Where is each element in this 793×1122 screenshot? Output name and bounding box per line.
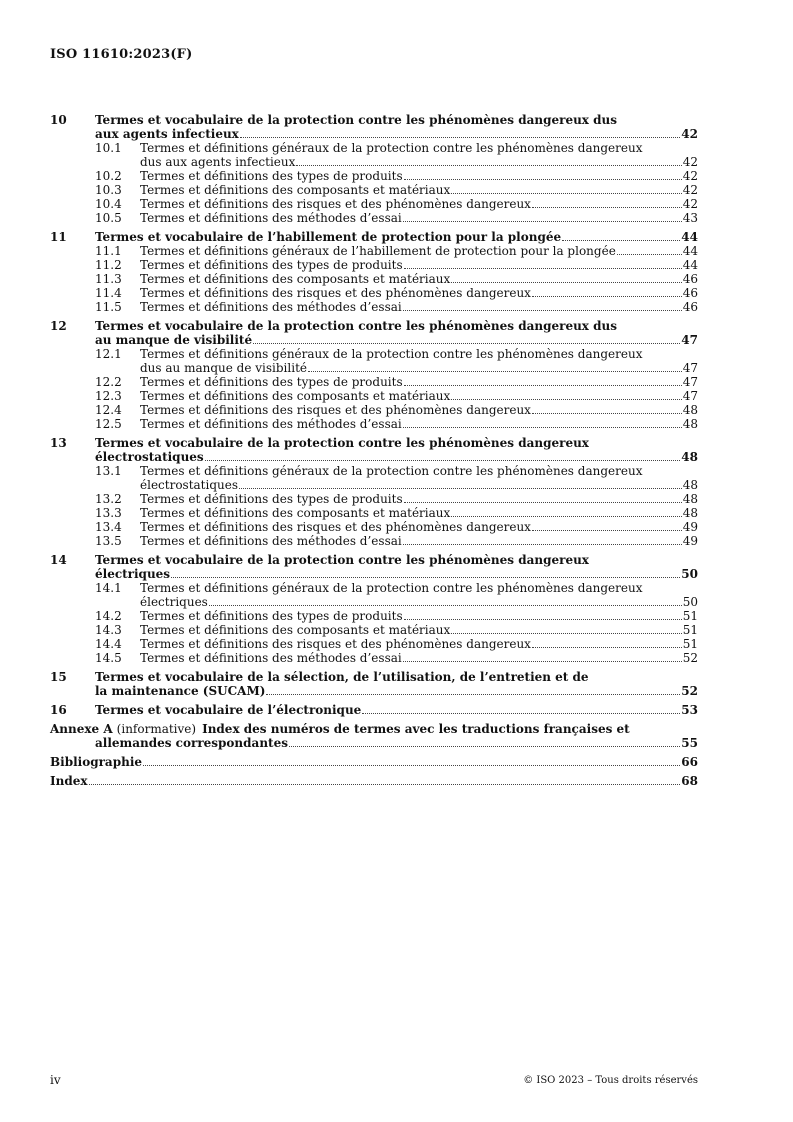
page-number: 42 — [682, 197, 698, 211]
subsection-title: Termes et définitions des méthodes d’essai — [140, 211, 402, 225]
toc-entry-14-3[interactable] — [50, 623, 698, 637]
page-number: 49 — [682, 520, 698, 534]
toc-section-15 — [50, 670, 698, 698]
subsection-number: 11.1 — [95, 244, 122, 258]
page-number: 52 — [681, 684, 698, 698]
leader-dots — [451, 281, 681, 283]
leader-dots — [532, 206, 682, 208]
footer-page-number: iv — [50, 1073, 61, 1087]
page-number: 48 — [681, 450, 698, 464]
leader-dots — [404, 501, 682, 503]
leader-dots — [143, 764, 680, 766]
subsection-title: Termes et définitions généraux de la protection contre les phénomènes dangereux — [140, 141, 643, 155]
footer-copyright: © ISO 2023 – Tous droits réservés — [523, 1075, 698, 1086]
section-title: Termes et vocabulaire de la protection contre les phénomènes dangereux dus — [95, 319, 617, 333]
subsection-title: Termes et définitions des risques et des phénomènes dangereux — [140, 637, 531, 651]
subsection-title: Termes et définitions des risques et des phénomènes dangereux — [140, 286, 531, 300]
subsection-title: Termes et définitions des types de produits — [140, 258, 403, 272]
subsection-number: 10.5 — [95, 211, 122, 225]
toc-entry-annex-a[interactable] — [50, 722, 698, 736]
section-title: Termes et vocabulaire de la protection contre les phénomènes dangereux — [95, 553, 589, 567]
annex-label: Annexe A — [50, 722, 113, 736]
section-title-cont: la maintenance (SUCAM) — [95, 684, 266, 698]
subsection-number: 14.3 — [95, 623, 122, 637]
subsection-title-cont: électrostatiques — [140, 478, 239, 492]
toc-entry-10[interactable] — [50, 113, 698, 127]
subsection-title: Termes et définitions des risques et des phénomènes dangereux — [140, 197, 531, 211]
section-number: 16 — [50, 703, 67, 717]
toc-entry-11-3[interactable] — [50, 272, 698, 286]
page-number: 68 — [681, 774, 698, 788]
leader-dots — [532, 295, 682, 297]
subsection-number: 13.4 — [95, 520, 122, 534]
toc-entry-10-3[interactable] — [50, 183, 698, 197]
leader-dots — [451, 515, 681, 517]
toc-entry-11[interactable] — [50, 230, 698, 244]
leader-dots — [89, 783, 681, 785]
subsection-number: 13.1 — [95, 464, 122, 478]
page-number: 49 — [682, 534, 698, 548]
subsection-number: 12.3 — [95, 389, 122, 403]
page-number: 47 — [682, 361, 698, 375]
leader-dots — [205, 459, 681, 461]
toc-entry-11-5[interactable] — [50, 300, 698, 314]
section-number: 12 — [50, 319, 67, 333]
toc-entry-12-5[interactable] — [50, 417, 698, 431]
toc-section-13 — [50, 436, 698, 548]
leader-dots — [209, 604, 682, 606]
toc-section-14 — [50, 553, 698, 665]
subsection-title: Termes et définitions des types de produits — [140, 609, 403, 623]
page-number: 48 — [682, 478, 698, 492]
subsection-title: Termes et définitions des risques et des phénomènes dangereux — [140, 403, 531, 417]
page-number: 44 — [681, 230, 698, 244]
leader-dots — [404, 178, 682, 180]
toc-entry-14[interactable] — [50, 553, 698, 567]
leader-dots — [240, 136, 680, 138]
toc-entry-13[interactable] — [50, 436, 698, 450]
subsection-number: 14.4 — [95, 637, 122, 651]
leader-dots — [562, 239, 680, 241]
subsection-title: Termes et définitions des composants et matériaux — [140, 389, 451, 403]
section-title: Termes et vocabulaire de la sélection, de l’utilisation, de l’entretien et de — [95, 670, 589, 684]
toc-entry-13-3[interactable] — [50, 506, 698, 520]
page-number: 44 — [682, 258, 698, 272]
subsection-title: Termes et définitions généraux de la protection contre les phénomènes dangereux — [140, 581, 643, 595]
toc-entry-16[interactable] — [50, 703, 698, 717]
section-title-cont: électrostatiques — [95, 450, 204, 464]
leader-dots — [403, 660, 682, 662]
page-number: 47 — [681, 333, 698, 347]
subsection-number: 11.2 — [95, 258, 122, 272]
toc-entry-12-4[interactable] — [50, 403, 698, 417]
toc-section-16 — [50, 703, 698, 717]
leader-dots — [289, 745, 680, 747]
subsection-number: 12.2 — [95, 375, 122, 389]
page-number: 52 — [682, 651, 698, 665]
toc-entry-12-3[interactable] — [50, 389, 698, 403]
toc-entry-12-1[interactable] — [50, 347, 698, 361]
subsection-title: Termes et définitions des composants et matériaux — [140, 183, 451, 197]
bibliography-label: Bibliographie — [50, 755, 143, 769]
page-number: 42 — [682, 155, 698, 169]
leader-dots — [451, 398, 681, 400]
section-title: Termes et vocabulaire de l’électronique — [95, 703, 362, 717]
toc-entry-bibliography[interactable] — [50, 755, 698, 769]
subsection-number: 14.1 — [95, 581, 122, 595]
section-number: 14 — [50, 553, 67, 567]
leader-dots — [266, 693, 680, 695]
toc-index — [50, 774, 698, 788]
leader-dots — [403, 220, 682, 222]
toc-entry-13-5[interactable] — [50, 534, 698, 548]
page-number: 50 — [682, 595, 698, 609]
annex-kind: (informative) — [116, 722, 197, 736]
toc-annex-a — [50, 722, 698, 750]
leader-dots — [404, 384, 682, 386]
table-of-contents — [50, 113, 698, 793]
subsection-title: Termes et définitions des composants et matériaux — [140, 623, 451, 637]
page-number: 42 — [682, 183, 698, 197]
page-number: 51 — [682, 609, 698, 623]
toc-entry-14-1[interactable] — [50, 581, 698, 595]
leader-dots — [362, 712, 680, 714]
page-number: 48 — [682, 492, 698, 506]
page-number: 50 — [681, 567, 698, 581]
leader-dots — [296, 164, 681, 166]
page-number: 46 — [682, 286, 698, 300]
subsection-number: 12.4 — [95, 403, 122, 417]
toc-bibliography — [50, 755, 698, 769]
subsection-number: 11.5 — [95, 300, 122, 314]
subsection-number: 10.3 — [95, 183, 122, 197]
toc-section-11 — [50, 230, 698, 314]
leader-dots — [308, 370, 682, 372]
subsection-title-cont: dus au manque de visibilité — [140, 361, 307, 375]
toc-entry-13-4[interactable] — [50, 520, 698, 534]
leader-dots — [253, 342, 680, 344]
subsection-number: 12.1 — [95, 347, 122, 361]
page-number: 46 — [682, 272, 698, 286]
toc-entry-10-1[interactable] — [50, 141, 698, 155]
subsection-title: Termes et définitions des méthodes d’essai — [140, 651, 402, 665]
subsection-title: Termes et définitions des types de produits — [140, 169, 403, 183]
leader-dots — [403, 309, 682, 311]
toc-entry-11-2[interactable] — [50, 258, 698, 272]
leader-dots — [239, 487, 682, 489]
toc-entry-14-5[interactable] — [50, 651, 698, 665]
toc-entry-11-4[interactable] — [50, 286, 698, 300]
toc-entry-10-5[interactable] — [50, 211, 698, 225]
page-number: 44 — [682, 244, 698, 258]
index-label: Index — [50, 774, 88, 788]
subsection-number: 13.5 — [95, 534, 122, 548]
annex-title: Index des numéros de termes avec les traductions françaises et — [202, 722, 630, 736]
leader-dots — [404, 267, 682, 269]
page-number: 42 — [681, 127, 698, 141]
toc-entry-11-1[interactable] — [50, 244, 698, 258]
toc-entry-14-4[interactable] — [50, 637, 698, 651]
subsection-title: Termes et définitions des types de produits — [140, 492, 403, 506]
section-title-cont: au manque de visibilité — [95, 333, 253, 347]
subsection-title: Termes et définitions des risques et des phénomènes dangereux — [140, 520, 531, 534]
leader-dots — [617, 253, 682, 255]
toc-section-10 — [50, 113, 698, 225]
section-number: 10 — [50, 113, 67, 127]
subsection-number: 10.1 — [95, 141, 122, 155]
subsection-number: 14.5 — [95, 651, 122, 665]
subsection-title: Termes et définitions des composants et matériaux — [140, 506, 451, 520]
toc-entry-14-2[interactable] — [50, 609, 698, 623]
section-number: 13 — [50, 436, 67, 450]
subsection-title: Termes et définitions des méthodes d’essai — [140, 417, 402, 431]
toc-section-12 — [50, 319, 698, 431]
subsection-title-cont: électriques — [140, 595, 208, 609]
leader-dots — [532, 412, 682, 414]
subsection-number: 13.2 — [95, 492, 122, 506]
subsection-title: Termes et définitions des types de produits — [140, 375, 403, 389]
toc-entry-13-1[interactable] — [50, 464, 698, 478]
toc-entry-10-4[interactable] — [50, 197, 698, 211]
subsection-number: 11.4 — [95, 286, 122, 300]
subsection-number: 10.2 — [95, 169, 122, 183]
subsection-title-cont: dus aux agents infectieux — [140, 155, 296, 169]
leader-dots — [532, 646, 682, 648]
section-title: Termes et vocabulaire de la protection contre les phénomènes dangereux — [95, 436, 589, 450]
section-number: 11 — [50, 230, 67, 244]
toc-entry-15[interactable] — [50, 670, 698, 684]
toc-entry-12-2[interactable] — [50, 375, 698, 389]
subsection-title: Termes et définitions des méthodes d’essai — [140, 300, 402, 314]
leader-dots — [404, 618, 682, 620]
toc-entry-13-2[interactable] — [50, 492, 698, 506]
page-number: 51 — [682, 637, 698, 651]
document-id: ISO 11610:2023(F) — [50, 47, 193, 62]
subsection-title: Termes et définitions généraux de l’habillement de protection pour la plongée — [140, 244, 616, 258]
page-number: 48 — [682, 403, 698, 417]
toc-entry-10-2[interactable] — [50, 169, 698, 183]
section-title-cont: électriques — [95, 567, 171, 581]
page-number: 47 — [682, 375, 698, 389]
section-title: Termes et vocabulaire de l’habillement de protection pour la plongée — [95, 230, 562, 244]
leader-dots — [451, 192, 681, 194]
page-number: 66 — [681, 755, 698, 769]
leader-dots — [532, 529, 682, 531]
page-number: 47 — [682, 389, 698, 403]
subsection-title: Termes et définitions des composants et matériaux — [140, 272, 451, 286]
subsection-number: 12.5 — [95, 417, 122, 431]
page-number: 55 — [681, 736, 698, 750]
page-number: 48 — [682, 417, 698, 431]
subsection-title: Termes et définitions des méthodes d’essai — [140, 534, 402, 548]
page-number: 51 — [682, 623, 698, 637]
toc-entry-12[interactable] — [50, 319, 698, 333]
leader-dots — [171, 576, 680, 578]
section-title-cont: aux agents infectieux — [95, 127, 239, 141]
page-number: 43 — [682, 211, 698, 225]
subsection-number: 10.4 — [95, 197, 122, 211]
leader-dots — [451, 632, 681, 634]
subsection-title: Termes et définitions généraux de la protection contre les phénomènes dangereux — [140, 464, 643, 478]
leader-dots — [403, 426, 682, 428]
subsection-title: Termes et définitions généraux de la protection contre les phénomènes dangereux — [140, 347, 643, 361]
page-number: 53 — [681, 703, 698, 717]
section-number: 15 — [50, 670, 67, 684]
page-number: 48 — [682, 506, 698, 520]
toc-entry-index[interactable] — [50, 774, 698, 788]
section-title: Termes et vocabulaire de la protection contre les phénomènes dangereux dus — [95, 113, 617, 127]
page-number: 46 — [682, 300, 698, 314]
subsection-number: 13.3 — [95, 506, 122, 520]
page-number: 42 — [682, 169, 698, 183]
leader-dots — [403, 543, 682, 545]
subsection-number: 14.2 — [95, 609, 122, 623]
annex-title-cont: allemandes correspondantes — [95, 736, 288, 750]
subsection-number: 11.3 — [95, 272, 122, 286]
